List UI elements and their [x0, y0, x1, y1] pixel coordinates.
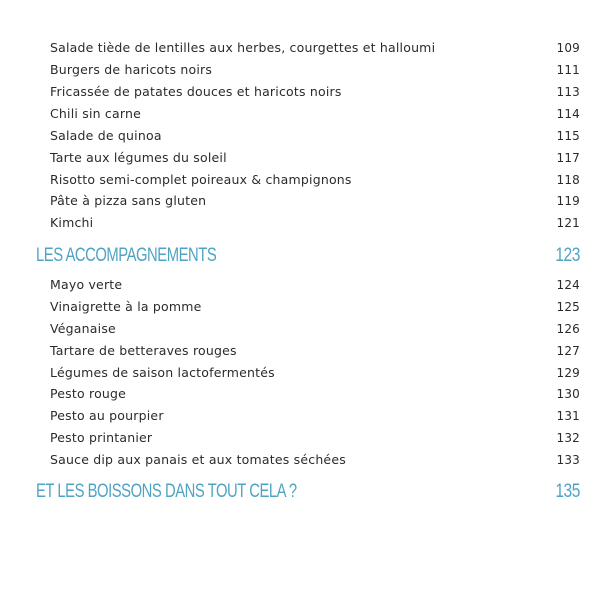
- section-title: ET LES BOISSONS DANS TOUT CELA ?: [36, 481, 297, 502]
- toc-entry-title: Pesto printanier: [50, 430, 153, 445]
- toc-entry: [50, 452, 580, 472]
- toc-entry: [50, 172, 580, 192]
- toc-entry-title: Pesto rouge: [50, 386, 127, 401]
- toc-entry: [50, 430, 580, 450]
- toc-entry-title: Légumes de saison lactofermentés: [50, 365, 275, 380]
- toc-entry-page: 124: [556, 278, 580, 292]
- toc-entry-page: 117: [556, 151, 580, 165]
- toc-entry-page: 125: [556, 300, 580, 314]
- toc-entry: [50, 408, 580, 428]
- section-page: 123: [555, 245, 580, 266]
- toc-entry-page: 131: [556, 409, 580, 423]
- toc-entry-title: Chili sin carne: [50, 106, 141, 121]
- toc-entry: [50, 40, 580, 60]
- toc-entry: [50, 321, 580, 341]
- toc-entry-page: 113: [556, 85, 580, 99]
- toc-entry-page: 121: [556, 216, 580, 230]
- toc-entry: [50, 343, 580, 363]
- toc-entry-page: 119: [556, 194, 580, 208]
- toc-entry: [50, 128, 580, 148]
- toc-entry: [50, 84, 580, 104]
- toc-entry-title: Salade de quinoa: [50, 128, 162, 143]
- toc-entry-title: Vinaigrette à la pomme: [50, 299, 202, 314]
- toc-entry-page: 114: [556, 107, 580, 121]
- toc-entry: [50, 365, 580, 385]
- section-page: 135: [555, 481, 580, 502]
- toc-entry-title: Sauce dip aux panais et aux tomates séchées: [50, 452, 346, 467]
- toc-entry: [50, 62, 580, 82]
- toc-entry-title: Tarte aux légumes du soleil: [50, 150, 227, 165]
- toc-entry-title: Risotto semi-complet poireaux & champignons: [50, 172, 352, 187]
- section-heading: [36, 481, 580, 509]
- toc-entry-page: 130: [556, 387, 580, 401]
- toc-entry-page: 127: [556, 344, 580, 358]
- toc-entry-page: 129: [556, 366, 580, 380]
- toc-entry-page: 115: [556, 129, 580, 143]
- toc-entry-title: Mayo verte: [50, 277, 123, 292]
- toc-entry-title: Kimchi: [50, 215, 94, 230]
- toc-entry-title: Burgers de haricots noirs: [50, 62, 213, 77]
- toc-entry: [50, 386, 580, 406]
- toc-entry-title: Pesto au pourpier: [50, 408, 164, 423]
- toc-entry-page: 126: [556, 322, 580, 336]
- toc-entry-title: Tartare de betteraves rouges: [50, 343, 237, 358]
- toc-entry: [50, 299, 580, 319]
- toc-entry-page: 118: [556, 173, 580, 187]
- toc-entry-page: 111: [556, 63, 580, 77]
- toc-entry-title: Salade tiède de lentilles aux herbes, courgettes et halloumi: [50, 40, 436, 55]
- toc-entry: [50, 106, 580, 126]
- toc-entry-title: Pâte à pizza sans gluten: [50, 193, 207, 208]
- section-title: LES ACCOMPAGNEMENTS: [36, 245, 217, 266]
- toc-entry-title: Fricassée de patates douces et haricots noirs: [50, 84, 342, 99]
- toc-entry-page: 132: [556, 431, 580, 445]
- toc-entry: [50, 215, 580, 235]
- toc-entry-title: Véganaise: [50, 321, 116, 336]
- toc-entry: [50, 193, 580, 213]
- toc-entry-page: 133: [556, 453, 580, 467]
- toc-entry: [50, 150, 580, 170]
- toc-entry-page: 109: [556, 41, 580, 55]
- section-heading: [36, 245, 580, 273]
- toc-entry: [50, 277, 580, 297]
